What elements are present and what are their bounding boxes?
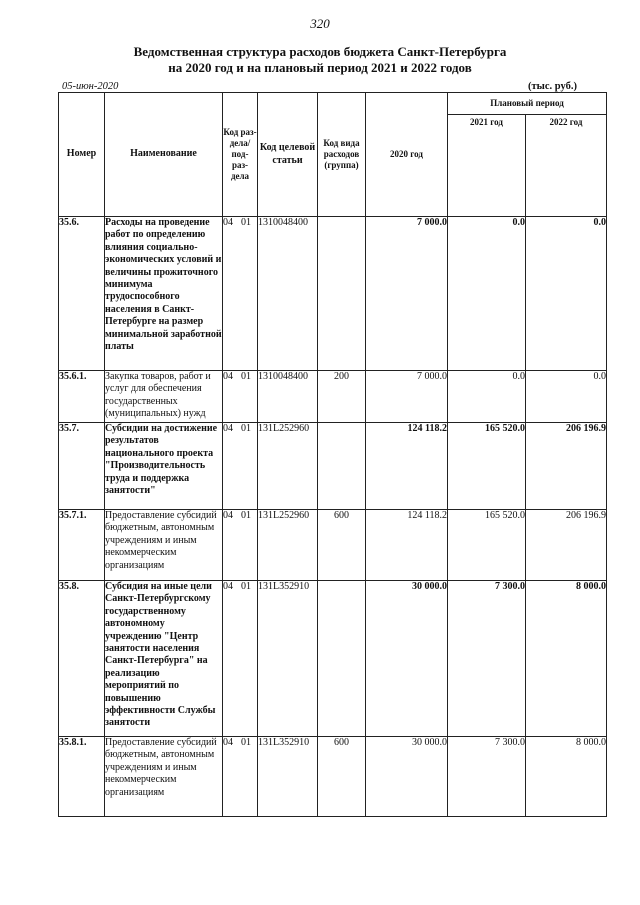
podrazdel-code: 01 <box>241 737 251 748</box>
row-razdel-code <box>223 510 258 581</box>
table-row <box>59 510 607 581</box>
row-target-code: 131L252960 <box>258 423 318 510</box>
razdel-code: 04 <box>223 737 233 748</box>
row-number: 35.7.1. <box>59 510 105 581</box>
row-amount-2020: 7 000.0 <box>366 371 448 423</box>
row-amount-2021: 165 520.0 <box>448 510 526 581</box>
document-date: 05-июн-2020 <box>62 81 119 92</box>
title-line-1: Ведомственная структура расходов бюджета Санкт-Петербурга <box>133 44 507 59</box>
row-amount-2021: 0.0 <box>448 371 526 423</box>
row-name: Субсидии на достижение результатов национального проекта "Производительность труда и поддержка занятости" <box>105 423 223 510</box>
row-number: 35.6. <box>59 217 105 371</box>
row-target-code: 1310048400 <box>258 217 318 371</box>
row-razdel-code <box>223 423 258 510</box>
table-row <box>59 737 607 817</box>
row-razdel-code <box>223 217 258 371</box>
table-row <box>59 581 607 737</box>
row-amount-2022: 0.0 <box>526 217 607 371</box>
row-amount-2020: 7 000.0 <box>366 217 448 371</box>
row-amount-2021: 7 300.0 <box>448 737 526 817</box>
header-kvr: Код вида расходов (группа) <box>318 93 366 217</box>
podrazdel-code: 01 <box>241 423 251 434</box>
row-amount-2022: 206 196.9 <box>526 510 607 581</box>
row-amount-2022: 8 000.0 <box>526 737 607 817</box>
podrazdel-code: 01 <box>241 510 251 521</box>
row-number: 35.8.1. <box>59 737 105 817</box>
header-planned-period: Плановый период <box>448 93 607 115</box>
units-label: (тыс. руб.) <box>528 81 577 92</box>
table-row <box>59 217 607 371</box>
header-2022: 2022 год <box>526 115 607 217</box>
header-2020: 2020 год <box>366 93 448 217</box>
document-title <box>40 44 600 76</box>
row-number: 35.8. <box>59 581 105 737</box>
table-row <box>59 371 607 423</box>
row-razdel-code <box>223 371 258 423</box>
row-name: Расходы на проведение работ по определению влияния социально-экономических условий и величины прожиточного минимума трудоспособного населения в Санкт-Петербурге на размер минимальной заработной платы <box>105 217 223 371</box>
header-name: Наименование <box>105 93 223 217</box>
razdel-code: 04 <box>223 423 233 434</box>
razdel-code: 04 <box>223 371 233 382</box>
row-target-code: 1310048400 <box>258 371 318 423</box>
row-expense-type-code: 600 <box>318 510 366 581</box>
podrazdel-code: 01 <box>241 581 251 592</box>
row-number: 35.6.1. <box>59 371 105 423</box>
row-amount-2020: 30 000.0 <box>366 737 448 817</box>
row-amount-2020: 30 000.0 <box>366 581 448 737</box>
row-amount-2022: 8 000.0 <box>526 581 607 737</box>
row-number: 35.7. <box>59 423 105 510</box>
row-amount-2020: 124 118.2 <box>366 423 448 510</box>
row-amount-2022: 0.0 <box>526 371 607 423</box>
row-expense-type-code: 600 <box>318 737 366 817</box>
title-line-2: на 2020 год и на плановый период 2021 и 2022 годов <box>168 60 472 75</box>
row-razdel-code <box>223 581 258 737</box>
row-expense-type-code <box>318 423 366 510</box>
page-number: 320 <box>310 16 330 31</box>
row-target-code: 131L352910 <box>258 581 318 737</box>
row-amount-2021: 165 520.0 <box>448 423 526 510</box>
header-number: Номер <box>59 93 105 217</box>
row-expense-type-code <box>318 581 366 737</box>
row-amount-2021: 7 300.0 <box>448 581 526 737</box>
row-expense-type-code <box>318 217 366 371</box>
row-name: Субсидия на иные цели Санкт-Петербургскому государственному автономному учреждению "Центр занятости населения Санкт-Петербурга" на реализацию мероприятий по повышению эффективности Службы занятости <box>105 581 223 737</box>
razdel-code: 04 <box>223 510 233 521</box>
row-amount-2022: 206 196.9 <box>526 423 607 510</box>
header-kcs: Код целевой статьи <box>258 93 318 217</box>
razdel-code: 04 <box>223 217 233 228</box>
header-2021: 2021 год <box>448 115 526 217</box>
razdel-code: 04 <box>223 581 233 592</box>
row-target-code: 131L352910 <box>258 737 318 817</box>
row-expense-type-code: 200 <box>318 371 366 423</box>
row-name: Предоставление субсидий бюджетным, автономным учреждениям и иным некоммерческим организациям <box>105 510 223 581</box>
row-name: Предоставление субсидий бюджетным, автономным учреждениям и иным некоммерческим организациям <box>105 737 223 817</box>
podrazdel-code: 01 <box>241 217 251 228</box>
row-name: Закупка товаров, работ и услуг для обеспечения государственных (муниципальных) нужд <box>105 371 223 423</box>
header-razdel: Код раз- дела/ под- раз- дела <box>223 93 258 217</box>
row-amount-2021: 0.0 <box>448 217 526 371</box>
row-razdel-code <box>223 737 258 817</box>
budget-table <box>58 92 607 817</box>
row-amount-2020: 124 118.2 <box>366 510 448 581</box>
table-row <box>59 423 607 510</box>
row-target-code: 131L252960 <box>258 510 318 581</box>
podrazdel-code: 01 <box>241 371 251 382</box>
